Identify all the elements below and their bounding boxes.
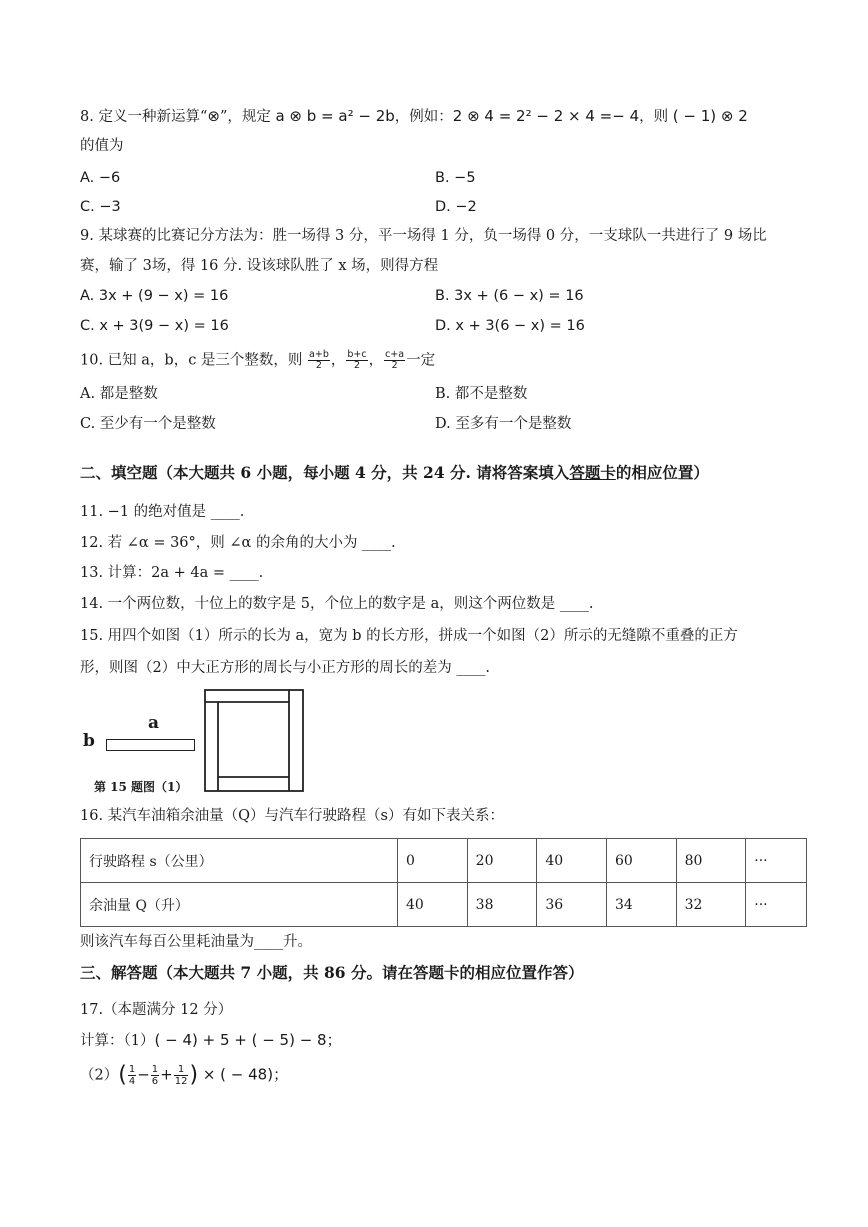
q17-head: 17.（本题满分 12 分） [80,1002,233,1018]
table-cell: 余油量 Q（升） [81,883,398,927]
table-cell: 80 [676,839,746,883]
q9-option-d: D. x + 3(6 − x) = 16 [435,318,585,334]
frac-denominator: 4 [128,1076,136,1087]
table-cell: 36 [537,883,607,927]
q15-figure [75,686,315,796]
q8-stem-mid: ”，规定 [219,109,276,125]
q10-stem: 10. 已知 a，b，c 是三个整数，则 [80,352,308,369]
q14: 14. 一个两位数，十位上的数字是 5，个位上的数字是 a，则这个两位数是 ____. [80,596,594,612]
table-cell: 20 [467,839,537,883]
table-cell: 40 [537,839,607,883]
table-cell: ··· [746,839,807,883]
q8-example: 2 ⊗ 4 = 2² − 2 × 4 =− 4 [452,107,640,125]
table-cell: 34 [606,883,676,927]
q8-option-c: C. −3 [80,199,121,215]
table-cell: 行驶路程 s（公里） [81,839,398,883]
q16-stem: 16. 某汽车油箱余油量（Q）与汽车行驶路程（s）有如下表关系： [80,808,504,824]
label-b: b [83,731,95,751]
q17-part2-label: （2） [80,1067,119,1084]
frac-denominator: 2 [391,360,398,371]
frac-numerator: 1 [174,1064,189,1076]
q8-rule: a ⊗ b = a² − 2b [275,107,395,125]
q9-option-c: C. x + 3(9 − x) = 16 [80,318,229,334]
table-cell: 60 [606,839,676,883]
rectangle-shape [106,739,195,751]
frac-denominator: 12 [174,1076,188,1087]
q8-option-a: A. −6 [80,170,121,186]
q8-line1 [80,106,748,127]
plus-sign: + [160,1065,173,1084]
table-cell: 0 [398,839,468,883]
section-2-title-end: 的相应位置） [615,463,709,482]
q10-stem-end: 一定 [406,352,436,369]
q17-part2 [80,1064,288,1087]
q17-part1 [80,1030,342,1051]
otimes-symbol: ⊗ [207,107,220,125]
section-3-title: 三、解答题（本大题共 7 小题，共 86 分。请在答题卡的相应位置作答） [80,963,584,982]
q8-stem: 8. 定义一种新运算“ [80,109,208,125]
q17-fraction-2 [151,1064,159,1087]
q10-option-d: D. 至多有一个是整数 [435,416,572,432]
frac-numerator: 1 [151,1064,159,1075]
section-2-title-text: 二、填空题（本大题共 6 小题，每小题 4 分，共 24 分. 请将答案填入 [80,463,570,482]
q17-part2-expression: × ( − 48)； [198,1065,289,1084]
q9-option-a: A. 3x + (9 − x) = 16 [80,288,229,304]
table-row [81,883,807,927]
q10-option-c: C. 至少有一个是整数 [80,416,216,432]
label-a: a [148,713,160,733]
q10-line [80,350,435,371]
q10-fraction-1 [308,350,330,371]
frac-denominator: 6 [151,1076,159,1087]
q17-fraction-1 [128,1064,136,1087]
q16-after: 则该汽车每百公里耗油量为____升。 [80,934,312,950]
q8-ask-label: ，则 [639,109,673,125]
square-assembly-figure [203,688,307,795]
q9-line2: 赛，输了 3场，得 16 分. 设该球队胜了 x 场，则得方程 [80,258,439,274]
table-row [81,839,807,883]
q10-fraction-3 [384,350,405,371]
oil-table [80,838,807,927]
right-paren: ) [189,1062,199,1088]
q8-ask: ( − 1) ⊗ 2 [672,107,748,125]
q17-fraction-3 [174,1064,189,1087]
section-2-title [80,462,709,484]
q8-option-d: D. −2 [435,199,477,215]
q17-part1-expression: ( − 4) + 5 + ( − 5) − 8； [154,1031,342,1049]
q10-fraction-2 [346,350,367,371]
q8-example-label: ，例如： [394,109,453,125]
q10-option-b: B. 都不是整数 [435,386,528,402]
table-cell: 38 [467,883,537,927]
q17-part1-label: 计算：（1） [80,1033,155,1049]
table-cell: 40 [398,883,468,927]
frac-denominator: 2 [353,360,360,371]
frac-numerator: c+a [385,349,405,360]
frac-denominator: 2 [315,360,322,371]
frac-numerator: 1 [128,1064,136,1075]
q15-line1: 15. 用四个如图（1）所示的长为 a，宽为 b 的长方形，拼成一个如图（2）所示的无缝隙不重叠的正方 [80,628,738,644]
minus-sign: − [137,1065,150,1084]
q10-sep: ， [330,352,346,369]
frac-numerator: b+c [347,349,367,360]
q13: 13. 计算：2a + 4a = ____. [80,565,264,581]
q10-sep: ， [368,352,384,369]
q9-option-b: B. 3x + (6 − x) = 16 [435,288,584,304]
figure-caption: 第 15 题图（1） [94,780,188,794]
q10-option-a: A. 都是整数 [80,386,158,402]
q8-line2: 的值为 [80,138,124,154]
q12: 12. 若 ∠α = 36°，则 ∠α 的余角的大小为 ____. [80,535,396,551]
q8-option-b: B. −5 [435,170,476,186]
table-cell: 32 [676,883,746,927]
table-cell: ··· [746,883,807,927]
q9-line1: 9. 某球赛的比赛记分方法为：胜一场得 3 分，平一场得 1 分，负一场得 0 分，一支球队一共进行了 9 场比 [80,228,767,244]
answer-card-underlined: 答题卡 [569,463,616,482]
frac-numerator: a+b [309,349,329,360]
q11: 11. −1 的绝对值是 ____. [80,504,245,520]
left-paren: ( [118,1062,127,1088]
q15-line2: 形，则图（2）中大正方形的周长与小正方形的周长的差为 ____. [80,660,490,676]
